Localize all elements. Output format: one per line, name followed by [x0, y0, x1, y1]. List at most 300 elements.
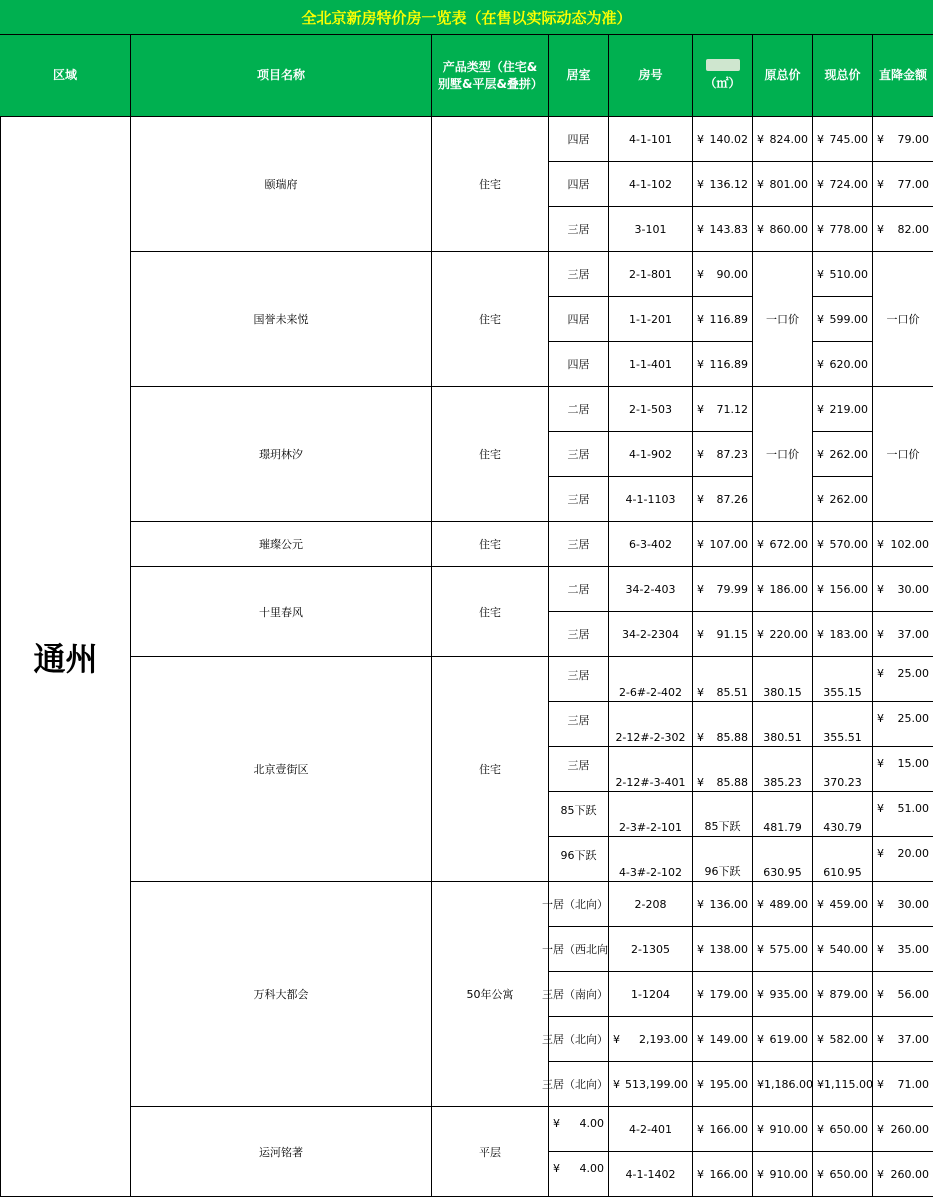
orig-total-cell	[753, 972, 813, 1017]
orig-total-cell-value: 575.00	[769, 942, 808, 956]
curr-total-cell: 355.51	[813, 702, 873, 747]
orig-total-cell-value: 489.00	[769, 897, 808, 911]
currency-symbol: ¥	[697, 776, 704, 789]
project-name: 万科大都会	[131, 882, 432, 1107]
drop-cell-value: 15.00	[897, 757, 929, 770]
drop-cell-value: 30.00	[897, 897, 929, 911]
curr-total-cell-value: 183.00	[829, 627, 868, 641]
drop-cell	[873, 792, 933, 837]
curr-total-cell-value: 156.00	[829, 582, 868, 596]
curr-total-cell-value: 724.00	[829, 177, 868, 191]
orig-total-cell: 481.79	[753, 792, 813, 837]
curr-total-cell-value: 745.00	[829, 132, 868, 146]
currency-symbol: ¥	[877, 712, 884, 725]
curr-total-cell: 370.23	[813, 747, 873, 792]
currency-symbol: ¥	[877, 1122, 884, 1136]
header-drop: 直降金额	[873, 35, 933, 117]
drop-cell	[873, 702, 933, 747]
header-orig-total: 原总价	[753, 35, 813, 117]
orig-total-cell: 385.23	[753, 747, 813, 792]
area-cell-value: 85.51	[716, 686, 748, 699]
unit-cell: 2-1-801	[609, 252, 693, 297]
currency-symbol: ¥	[553, 1162, 560, 1175]
currency-symbol: ¥	[877, 132, 884, 146]
curr-total-cell-value: 620.00	[829, 357, 868, 371]
orig-total-cell	[753, 207, 813, 252]
currency-symbol: ¥	[757, 132, 764, 146]
unit-cell: 1-1204	[609, 972, 693, 1017]
currency-symbol: ¥	[817, 312, 824, 326]
orig-total-cell	[753, 1107, 813, 1152]
rooms-cell: 四居	[549, 297, 609, 342]
currency-symbol: ¥	[817, 987, 824, 1001]
currency-symbol: ¥	[757, 1122, 764, 1136]
currency-symbol: ¥	[877, 757, 884, 770]
orig-total-cell	[753, 882, 813, 927]
currency-symbol: ¥	[757, 1077, 764, 1091]
currency-symbol: ¥	[697, 987, 704, 1001]
area-cell	[693, 612, 753, 657]
currency-symbol: ¥	[877, 582, 884, 596]
area-cell-value: 195.00	[709, 1077, 748, 1091]
area-cell-value: 138.00	[709, 942, 748, 956]
area-cell-value: 116.89	[709, 357, 748, 371]
area-cell-value: 136.12	[709, 177, 748, 191]
drop-cell-value: 25.00	[897, 667, 929, 680]
drop-cell	[873, 837, 933, 882]
curr-total-cell	[813, 972, 873, 1017]
curr-total-cell	[813, 432, 873, 477]
currency-symbol: ¥	[697, 402, 704, 416]
currency-symbol: ¥	[757, 897, 764, 911]
drop-cell	[873, 657, 933, 702]
currency-symbol: ¥	[817, 222, 824, 236]
orig-total-cell: 380.51	[753, 702, 813, 747]
curr-total-cell	[813, 342, 873, 387]
curr-total-cell	[813, 1152, 873, 1197]
drop-cell-value: 260.00	[890, 1122, 929, 1136]
rooms-cell: 四居	[549, 162, 609, 207]
curr-total-cell-value: 599.00	[829, 312, 868, 326]
currency-symbol: ¥	[817, 537, 824, 551]
currency-symbol: ¥	[877, 667, 884, 680]
rooms-cell: 二居	[549, 567, 609, 612]
unit-cell	[609, 1062, 693, 1107]
curr-total-cell-value: 879.00	[829, 987, 868, 1001]
orig-total-cell	[753, 162, 813, 207]
rooms-cell: 三居	[549, 252, 609, 297]
curr-total-cell	[813, 612, 873, 657]
drop-cell	[873, 567, 933, 612]
currency-symbol: ¥	[817, 582, 824, 596]
rooms-cell-value: 4.00	[579, 1117, 604, 1130]
area-cell-value: 140.02	[709, 132, 748, 146]
region-cell: 通州	[0, 117, 131, 1197]
orig-total-cell	[753, 117, 813, 162]
product-type: 住宅	[432, 522, 549, 567]
unit-cell: 34-2-2304	[609, 612, 693, 657]
curr-total-cell-value: 570.00	[829, 537, 868, 551]
rooms-cell: 三居	[549, 747, 609, 792]
currency-symbol: ¥	[817, 897, 824, 911]
unit-cell-value: 513,199.00	[625, 1077, 688, 1091]
currency-symbol: ¥	[757, 537, 764, 551]
currency-symbol: ¥	[877, 177, 884, 191]
header-rooms: 居室	[549, 35, 609, 117]
orig-total-cell	[753, 1017, 813, 1062]
product-type: 住宅	[432, 117, 549, 252]
unit-cell: 4-1-1402	[609, 1152, 693, 1197]
blurred-label	[706, 59, 740, 71]
currency-symbol: ¥	[697, 492, 704, 506]
currency-symbol: ¥	[697, 537, 704, 551]
curr-total-cell	[813, 927, 873, 972]
area-cell-value: 166.00	[709, 1167, 748, 1181]
area-cell-value: 149.00	[709, 1032, 748, 1046]
drop-cell	[873, 882, 933, 927]
curr-total-cell	[813, 1107, 873, 1152]
currency-symbol: ¥	[613, 1077, 620, 1091]
unit-cell: 4-1-1103	[609, 477, 693, 522]
orig-total-cell-value: 910.00	[769, 1167, 808, 1181]
header-project: 项目名称	[131, 35, 432, 117]
currency-symbol: ¥	[697, 267, 704, 281]
area-cell	[693, 432, 753, 477]
curr-total-cell-value: 219.00	[829, 402, 868, 416]
area-cell	[693, 657, 753, 702]
unit-cell: 3-101	[609, 207, 693, 252]
currency-symbol: ¥	[697, 1077, 704, 1091]
rooms-cell: 三居（北向）	[549, 1062, 609, 1107]
rooms-cell: 四居	[549, 342, 609, 387]
curr-total-cell	[813, 207, 873, 252]
currency-symbol: ¥	[697, 731, 704, 744]
currency-symbol: ¥	[817, 132, 824, 146]
orig-total-cell-value: 860.00	[769, 222, 808, 236]
drop-cell-value: 79.00	[897, 132, 929, 146]
currency-symbol: ¥	[877, 897, 884, 911]
currency-symbol: ¥	[757, 1032, 764, 1046]
area-cell	[693, 1107, 753, 1152]
currency-symbol: ¥	[817, 942, 824, 956]
curr-total-cell	[813, 477, 873, 522]
curr-total-cell	[813, 522, 873, 567]
drop-cell-value: 56.00	[897, 987, 929, 1001]
area-cell-value: 179.00	[709, 987, 748, 1001]
orig-total-cell: 630.95	[753, 837, 813, 882]
area-cell-value: 79.99	[716, 582, 748, 596]
unit-cell: 2-6#-2-402	[609, 657, 693, 702]
curr-total-cell-value: 262.00	[829, 492, 868, 506]
currency-symbol: ¥	[697, 447, 704, 461]
curr-total-cell	[813, 117, 873, 162]
area-cell	[693, 1062, 753, 1107]
currency-symbol: ¥	[757, 1167, 764, 1181]
unit-cell: 4-1-102	[609, 162, 693, 207]
currency-symbol: ¥	[697, 1167, 704, 1181]
currency-symbol: ¥	[817, 1167, 824, 1181]
project-name: 璀璨公元	[131, 522, 432, 567]
product-type: 住宅	[432, 567, 549, 657]
rooms-cell: 三居	[549, 612, 609, 657]
curr-total-cell: 610.95	[813, 837, 873, 882]
project-name: 北京壹街区	[131, 657, 432, 882]
currency-symbol: ¥	[553, 1117, 560, 1130]
drop-cell	[873, 972, 933, 1017]
currency-symbol: ¥	[877, 802, 884, 815]
unit-cell: 4-2-401	[609, 1107, 693, 1152]
currency-symbol: ¥	[877, 1167, 884, 1181]
drop-cell-value: 51.00	[897, 802, 929, 815]
currency-symbol: ¥	[757, 627, 764, 641]
currency-symbol: ¥	[757, 222, 764, 236]
rooms-cell: 一居（西北向	[549, 927, 609, 972]
currency-symbol: ¥	[697, 132, 704, 146]
rooms-cell: 三居	[549, 477, 609, 522]
currency-symbol: ¥	[757, 177, 764, 191]
drop-cell-value: 260.00	[890, 1167, 929, 1181]
area-cell	[693, 1017, 753, 1062]
area-cell	[693, 972, 753, 1017]
area-cell-value: 90.00	[716, 267, 748, 281]
area-cell-value: 166.00	[709, 1122, 748, 1136]
curr-total-cell-value: 582.00	[829, 1032, 868, 1046]
area-cell	[693, 252, 753, 297]
currency-symbol: ¥	[877, 942, 884, 956]
rooms-cell: 三居（北向）	[549, 1017, 609, 1062]
curr-total-cell	[813, 387, 873, 432]
currency-symbol: ¥	[817, 1032, 824, 1046]
curr-total-cell	[813, 567, 873, 612]
orig-total-cell	[753, 567, 813, 612]
rooms-cell-value: 4.00	[579, 1162, 604, 1175]
area-cell	[693, 702, 753, 747]
area-cell-value: 107.00	[709, 537, 748, 551]
currency-symbol: ¥	[877, 1032, 884, 1046]
project-name: 璟玥林汐	[131, 387, 432, 522]
rooms-cell: 85下跃	[549, 792, 609, 837]
currency-symbol: ¥	[877, 222, 884, 236]
currency-symbol: ¥	[757, 942, 764, 956]
orig-total-cell	[753, 612, 813, 657]
orig-total-cell-value: 824.00	[769, 132, 808, 146]
rooms-cell: 三居	[549, 522, 609, 567]
orig-total-cell-value: 1,186.00	[764, 1077, 813, 1091]
unit-cell: 2-12#-3-401	[609, 747, 693, 792]
curr-total-cell-value: 650.00	[829, 1122, 868, 1136]
rooms-cell: 一居（北向）	[549, 882, 609, 927]
drop-cell-value: 37.00	[897, 627, 929, 641]
currency-symbol: ¥	[697, 686, 704, 699]
drop-cell	[873, 522, 933, 567]
currency-symbol: ¥	[877, 1077, 884, 1091]
project-name: 国誉未来悦	[131, 252, 432, 387]
project-name: 运河铭著	[131, 1107, 432, 1197]
unit-cell: 1-1-201	[609, 297, 693, 342]
orig-total-cell	[753, 522, 813, 567]
drop-cell	[873, 1152, 933, 1197]
area-cell	[693, 207, 753, 252]
unit-cell: 34-2-403	[609, 567, 693, 612]
currency-symbol: ¥	[697, 357, 704, 371]
curr-total-cell	[813, 162, 873, 207]
curr-total-cell-value: 540.00	[829, 942, 868, 956]
curr-total-cell-value: 650.00	[829, 1167, 868, 1181]
curr-total-cell: 430.79	[813, 792, 873, 837]
product-type: 平层	[432, 1107, 549, 1197]
currency-symbol: ¥	[697, 222, 704, 236]
orig-total-cell-value: 801.00	[769, 177, 808, 191]
orig-total-cell	[753, 1152, 813, 1197]
table-title: 全北京新房特价房一览表（在售以实际动态为准）	[0, 0, 933, 35]
rooms-cell: 三居	[549, 657, 609, 702]
curr-total-cell-value: 778.00	[829, 222, 868, 236]
area-cell-value: 143.83	[709, 222, 748, 236]
project-name: 颐瑞府	[131, 117, 432, 252]
product-type: 住宅	[432, 657, 549, 882]
currency-symbol: ¥	[697, 942, 704, 956]
currency-symbol: ¥	[817, 402, 824, 416]
area-cell	[693, 162, 753, 207]
drop-cell	[873, 612, 933, 657]
drop-cell	[873, 1017, 933, 1062]
drop-cell	[873, 927, 933, 972]
drop-cell-value: 35.00	[897, 942, 929, 956]
area-cell	[693, 522, 753, 567]
currency-symbol: ¥	[877, 987, 884, 1001]
curr-total-cell-value: 262.00	[829, 447, 868, 461]
currency-symbol: ¥	[697, 1032, 704, 1046]
orig-total-cell-value: 220.00	[769, 627, 808, 641]
currency-symbol: ¥	[697, 312, 704, 326]
currency-symbol: ¥	[817, 1077, 824, 1091]
currency-symbol: ¥	[877, 627, 884, 641]
currency-symbol: ¥	[817, 447, 824, 461]
area-cell	[693, 297, 753, 342]
orig-total-cell-value: 910.00	[769, 1122, 808, 1136]
unit-cell: 2-1-503	[609, 387, 693, 432]
drop-cell	[873, 747, 933, 792]
currency-symbol: ¥	[697, 897, 704, 911]
unit-cell: 2-12#-2-302	[609, 702, 693, 747]
currency-symbol: ¥	[697, 177, 704, 191]
currency-symbol: ¥	[877, 537, 884, 551]
currency-symbol: ¥	[613, 1032, 620, 1046]
unit-cell: 6-3-402	[609, 522, 693, 567]
area-cell-value: 87.23	[716, 447, 748, 461]
area-cell-value: 136.00	[709, 897, 748, 911]
drop-cell	[873, 1107, 933, 1152]
area-cell	[693, 567, 753, 612]
drop-merged: 一口价	[873, 252, 933, 387]
unit-cell: 2-208	[609, 882, 693, 927]
product-type: 50年公寓	[432, 882, 549, 1107]
area-cell	[693, 747, 753, 792]
drop-cell-value: 82.00	[897, 222, 929, 236]
product-type: 住宅	[432, 387, 549, 522]
currency-symbol: ¥	[817, 267, 824, 281]
orig-total-cell-value: 935.00	[769, 987, 808, 1001]
drop-cell-value: 30.00	[897, 582, 929, 596]
area-cell-value: 116.89	[709, 312, 748, 326]
drop-cell	[873, 117, 933, 162]
curr-total-cell	[813, 882, 873, 927]
header-type: 产品类型（住宅&别墅&平层&叠拼）	[432, 35, 549, 117]
header-curr-total: 现总价	[813, 35, 873, 117]
orig-total-cell: 380.15	[753, 657, 813, 702]
currency-symbol: ¥	[697, 1122, 704, 1136]
orig-total-cell	[753, 927, 813, 972]
rooms-cell: 96下跃	[549, 837, 609, 882]
rooms-cell: 三居	[549, 207, 609, 252]
currency-symbol: ¥	[817, 1122, 824, 1136]
drop-cell-value: 25.00	[897, 712, 929, 725]
drop-cell-value: 20.00	[897, 847, 929, 860]
currency-symbol: ¥	[757, 987, 764, 1001]
unit-cell: 4-3#-2-102	[609, 837, 693, 882]
header-area-unit: （㎡）	[704, 76, 741, 90]
unit-cell: 2-3#-2-101	[609, 792, 693, 837]
drop-cell	[873, 207, 933, 252]
drop-cell-value: 102.00	[890, 537, 929, 551]
area-cell-value: 85.88	[716, 776, 748, 789]
unit-cell: 1-1-401	[609, 342, 693, 387]
currency-symbol: ¥	[817, 627, 824, 641]
area-cell	[693, 342, 753, 387]
header-region: 区域	[0, 35, 131, 117]
area-cell-value: 71.12	[716, 402, 748, 416]
currency-symbol: ¥	[817, 357, 824, 371]
drop-cell-value: 71.00	[897, 1077, 929, 1091]
drop-cell-value: 77.00	[897, 177, 929, 191]
rooms-cell: 三居（南向）	[549, 972, 609, 1017]
unit-cell	[609, 1017, 693, 1062]
area-cell-value: 91.15	[716, 627, 748, 641]
currency-symbol: ¥	[817, 492, 824, 506]
currency-symbol: ¥	[697, 582, 704, 596]
area-cell: 96下跃	[693, 837, 753, 882]
header-unit: 房号	[609, 35, 693, 117]
orig-total-merged: 一口价	[753, 252, 813, 387]
drop-cell-value: 37.00	[897, 1032, 929, 1046]
unit-cell: 4-1-902	[609, 432, 693, 477]
curr-total-cell-value: 459.00	[829, 897, 868, 911]
orig-total-cell-value: 672.00	[769, 537, 808, 551]
curr-total-cell	[813, 297, 873, 342]
product-type: 住宅	[432, 252, 549, 387]
currency-symbol: ¥	[817, 177, 824, 191]
area-cell	[693, 117, 753, 162]
orig-total-merged: 一口价	[753, 387, 813, 522]
curr-total-cell	[813, 252, 873, 297]
rooms-cell: 四居	[549, 117, 609, 162]
drop-cell	[873, 1062, 933, 1107]
rooms-cell	[549, 1107, 609, 1152]
curr-total-cell	[813, 1062, 873, 1107]
area-cell	[693, 927, 753, 972]
unit-cell: 2-1305	[609, 927, 693, 972]
curr-total-cell	[813, 1017, 873, 1062]
area-cell	[693, 882, 753, 927]
area-cell	[693, 477, 753, 522]
curr-total-cell-value: 510.00	[829, 267, 868, 281]
rooms-cell: 二居	[549, 387, 609, 432]
unit-cell-value: 2,193.00	[639, 1032, 688, 1046]
project-name: 十里春风	[131, 567, 432, 657]
currency-symbol: ¥	[877, 847, 884, 860]
orig-total-cell-value: 619.00	[769, 1032, 808, 1046]
currency-symbol: ¥	[697, 627, 704, 641]
